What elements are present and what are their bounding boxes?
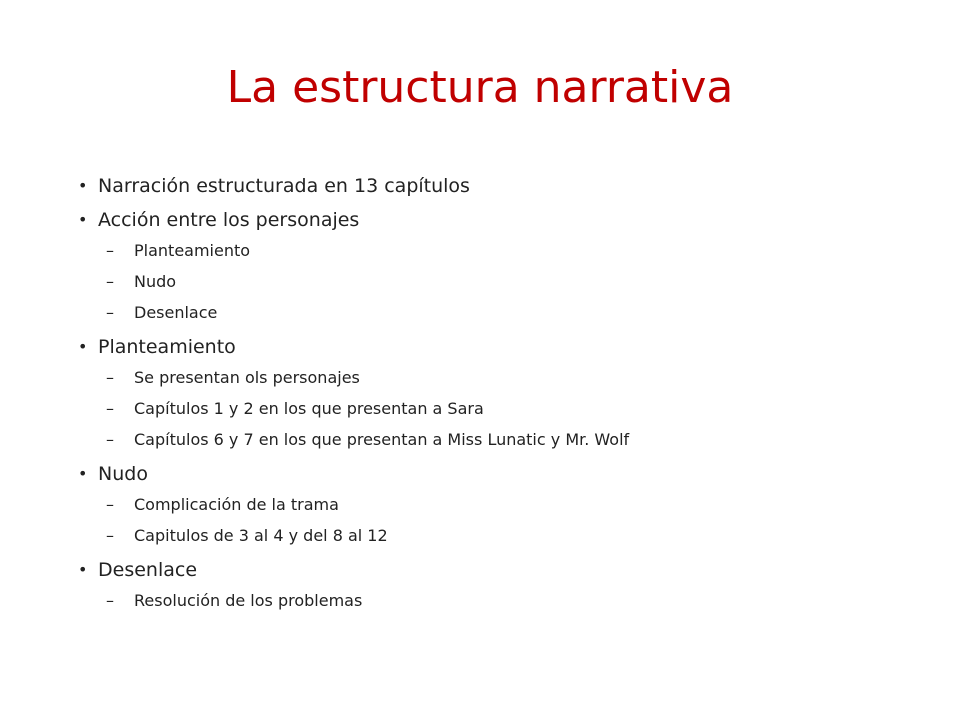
- bullet-text: Desenlace: [98, 559, 198, 581]
- sub-bullet-text: Capítulos 1 y 2 en los que presentan a Sara: [134, 399, 484, 418]
- dash-marker: –: [106, 526, 114, 545]
- sub-bullet-text: Complicación de la trama: [134, 495, 339, 514]
- sub-bullet-item: [106, 584, 898, 615]
- bullet-text: Acción entre los personajes: [98, 209, 360, 231]
- bullet-marker: •: [78, 560, 88, 579]
- bullet-text: Nudo: [98, 463, 148, 485]
- sub-bullet-text: Resolución de los problemas: [134, 591, 363, 610]
- sub-bullet-item: [106, 234, 898, 265]
- slide-content: [78, 166, 898, 615]
- sub-bullet-list: [98, 361, 898, 454]
- bullet-item: [78, 550, 898, 615]
- sub-bullet-text: Capitulos de 3 al 4 y del 8 al 12: [134, 526, 388, 545]
- sub-bullet-text: Capítulos 6 y 7 en los que presentan a Miss Lunatic y Mr. Wolf: [134, 430, 630, 449]
- sub-bullet-item: [106, 265, 898, 296]
- dash-marker: –: [106, 430, 114, 449]
- bullet-item: [78, 200, 898, 327]
- dash-marker: –: [106, 399, 114, 418]
- bullet-marker: •: [78, 210, 88, 229]
- sub-bullet-item: [106, 488, 898, 519]
- sub-bullet-item: [106, 423, 898, 454]
- sub-bullet-list: [98, 488, 898, 550]
- bullet-item: [78, 166, 898, 200]
- dash-marker: –: [106, 241, 114, 260]
- dash-marker: –: [106, 272, 114, 291]
- bullet-marker: •: [78, 176, 88, 195]
- bullet-item: [78, 327, 898, 454]
- sub-bullet-item: [106, 361, 898, 392]
- bullet-list: [78, 166, 898, 615]
- sub-bullet-text: Desenlace: [134, 303, 218, 322]
- sub-bullet-text: Nudo: [134, 272, 177, 291]
- sub-bullet-item: [106, 519, 898, 550]
- bullet-text: Narración estructurada en 13 capítulos: [98, 175, 470, 197]
- dash-marker: –: [106, 591, 114, 610]
- sub-bullet-item: [106, 296, 898, 327]
- bullet-item: [78, 454, 898, 550]
- sub-bullet-list: [98, 584, 898, 615]
- sub-bullet-item: [106, 392, 898, 423]
- bullet-marker: •: [78, 464, 88, 483]
- sub-bullet-text: Planteamiento: [134, 241, 251, 260]
- dash-marker: –: [106, 495, 114, 514]
- sub-bullet-list: [98, 234, 898, 327]
- dash-marker: –: [106, 368, 114, 387]
- sub-bullet-text: Se presentan ols personajes: [134, 368, 360, 387]
- slide-title: La estructura narrativa: [226, 62, 734, 113]
- bullet-text: Planteamiento: [98, 336, 236, 358]
- dash-marker: –: [106, 303, 114, 322]
- bullet-marker: •: [78, 337, 88, 356]
